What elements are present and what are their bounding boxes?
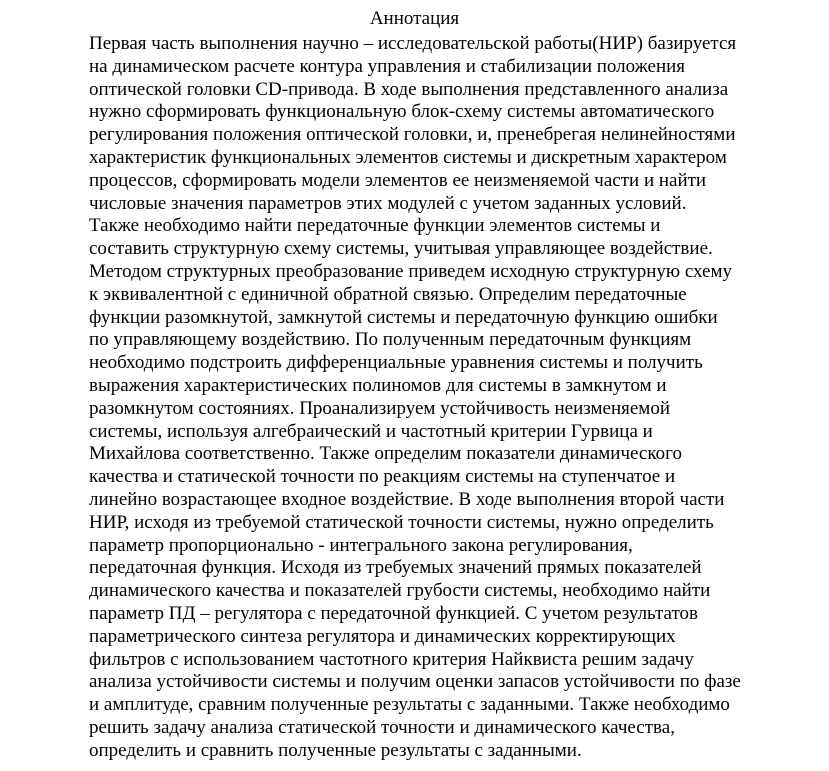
text-line: анализа устойчивости системы и получим оценки запасов устойчивости по фазе [89, 671, 741, 693]
text-line: регулирования положения оптической головки, и, пренебрегая нелинейностями [89, 124, 736, 146]
text-line: составить структурную схему системы, учитывая управляющее воздействие. [89, 238, 713, 260]
text-line: выражения характеристических полиномов для системы в замкнутом и [89, 374, 667, 396]
text-line: линейно возрастающее входное воздействие. В ходе выполнения второй части [89, 488, 725, 510]
text-line: системы, используя алгебраический и частотный критерии Гурвица и [89, 420, 653, 442]
text-line: фильтров с использованием частотного критерия Найквиста решим задачу [89, 648, 694, 670]
text-line: характеристик функциональных элементов системы и дискретным характером [89, 146, 727, 168]
text-line: нужно сформировать функциональную блок-схему системы автоматического [89, 101, 715, 123]
text-line: процессов, сформировать модели элементов ее неизменяемой части и найти [89, 169, 707, 191]
text-line: по управляющему воздействию. По полученным передаточным функциям [89, 329, 692, 351]
annotation-body [89, 33, 813, 763]
text-line: числовые значения параметров этих модулей с учетом заданных условий. [89, 192, 687, 214]
text-line: НИР, исходя из требуемой статической точности системы, нужно определить [89, 511, 714, 533]
text-line: параметр ПД – регулятора с передаточной функцией. С учетом результатов [89, 602, 698, 624]
text-line: и амплитуде, сравним полученные результаты с заданными. Также необходимо [89, 694, 730, 716]
text-line: необходимо подстроить дифференциальные уравнения системы и получить [89, 352, 703, 374]
text-line: решить задачу анализа статической точности и динамического качества, [89, 716, 675, 738]
text-line: к эквивалентной с единичной обратной связью. Определим передаточные [89, 283, 687, 305]
document-title: Аннотация [369, 8, 460, 29]
text-line: параметр пропорционально - интегрального закона регулирования, [89, 534, 633, 556]
text-line: Первая часть выполнения научно – исследовательской работы(НИР) базируется [89, 33, 737, 54]
text-line: передаточная функция. Исходя из требуемых значений прямых показателей [89, 557, 702, 579]
text-line: Михайлова соответственно. Также определим показатели динамического [89, 443, 682, 465]
text-line: параметрического синтеза регулятора и динамических корректирующих [89, 625, 676, 647]
text-line: определить и сравнить полученные результаты с заданными. [89, 739, 582, 761]
text-line: качества и статической точности по реакциям системы на ступенчатое и [89, 466, 676, 488]
text-line: функции разомкнутой, замкнутой системы и передаточную функцию ошибки [89, 306, 718, 328]
text-line: Методом структурных преобразование приведем исходную структурную схему [89, 260, 733, 282]
text-line: на динамическом расчете контура управления и стабилизации положения [89, 55, 686, 77]
text-line: Также необходимо найти передаточные функции элементов системы и [89, 215, 661, 237]
text-line: динамического качества и показателей грубости системы, необходимо найти [89, 580, 711, 602]
text-line: оптической головки CD-привода. В ходе выполнения представленного анализа [89, 78, 729, 100]
text-line: разомкнутом состояниях. Проанализируем устойчивость неизменяемой [89, 397, 670, 419]
